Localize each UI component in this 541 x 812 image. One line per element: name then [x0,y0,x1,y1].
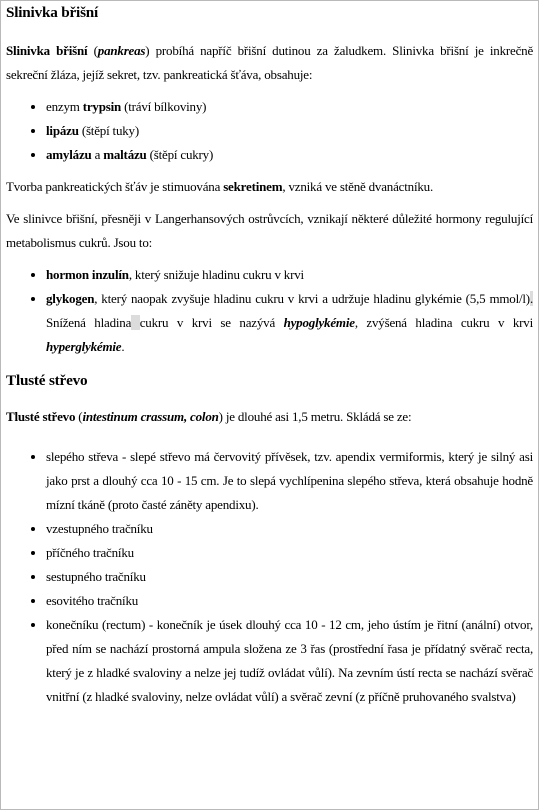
latin-pancreas: pankreas [97,43,146,58]
list-item: • hormon inzulín, který snižuje hladinu cukru v krvi [46,263,533,287]
list-item: • vzestupného tračníku [46,517,533,541]
list-item: • enzym trypsin (tráví bílkoviny) [46,95,533,119]
heading-colon: Tlusté střevo [6,372,88,389]
paragraph-colon-intro: Tlusté střevo (intestinum crassum, colon) je dlouhé asi 1,5 metru. Skládá se ze: [6,409,412,424]
list-item: • glykogen, který naopak zvyšuje hladinu cukru v krvi a udržuje hladinu glykémie (5,5 mmol/l). Snížená hladina cukru v krvi se nazývá hypoglykémie, zvýšená hladina cukru v krvi hyperglykémie. [46,287,533,359]
list-item: • slepého střeva - slepé střevo má červovitý přívěsek, tzv. apendix vermiformis, který je silný asi jako prst a dlouhý cca 10 - 15 cm. Je to slepá vychlípenina slepého střeva, která obsahuje hodně mízní tkáně (proto časté záněty apendixu). [46,445,533,517]
list-item: • konečníku (rectum) - konečník je úsek dlouhý cca 10 - 12 cm, jeho ústím je řitní (anální) otvor, před ním se nachází prostorná ampula složena ze 3 řas (prostřední řasa je přídatný svěrač recta, který je z hladké svaloviny a nelze jej tudíž ovládat vůlí). Na zevním ústí recta se nachází svěrač vnitřní (z hladké svaloviny, nelze ovládat vůlí) a svěrač zevní (z příčně pruhovaného svalstva) [46,613,533,709]
list-item: • příčného tračníku [46,541,533,565]
document-body [1,1,538,709]
paragraph-pancreas-intro: Slinivka břišní (pankreas) probíhá napříč břišní dutinou za žaludkem. Slinivka břišní je inkrečně sekreční žláza, jejíž sekret, tzv. pankreatická šťáva, obsahuje: [6,43,534,82]
paragraph-hormones-intro: Ve slinivce břišní, přesněji v Langerhansových ostrůvcích, vznikají některé důležité hormony regulující metabolismus cukrů. Jsou to: [6,211,533,250]
heading-pancreas: Slinivka břišní [6,4,99,21]
colon-parts-list [6,445,533,709]
list-item: • esovitého tračníku [46,589,533,613]
term-pancreas: Slinivka břišní [6,43,88,58]
paragraph-stimulation: Tvorba pankreatických šťáv je stimuována sekretinem, vzniká ve stěně dvanáctníku. [6,179,434,194]
enzyme-list [6,95,533,167]
list-item: • lipázu (štěpí tuky) [46,119,533,143]
hormone-list [6,263,533,359]
list-item: • amylázu a maltázu (štěpí cukry) [46,143,533,167]
highlight-mark: . [529,291,533,306]
list-item: • sestupného tračníku [46,565,533,589]
highlight-mark [131,315,140,330]
